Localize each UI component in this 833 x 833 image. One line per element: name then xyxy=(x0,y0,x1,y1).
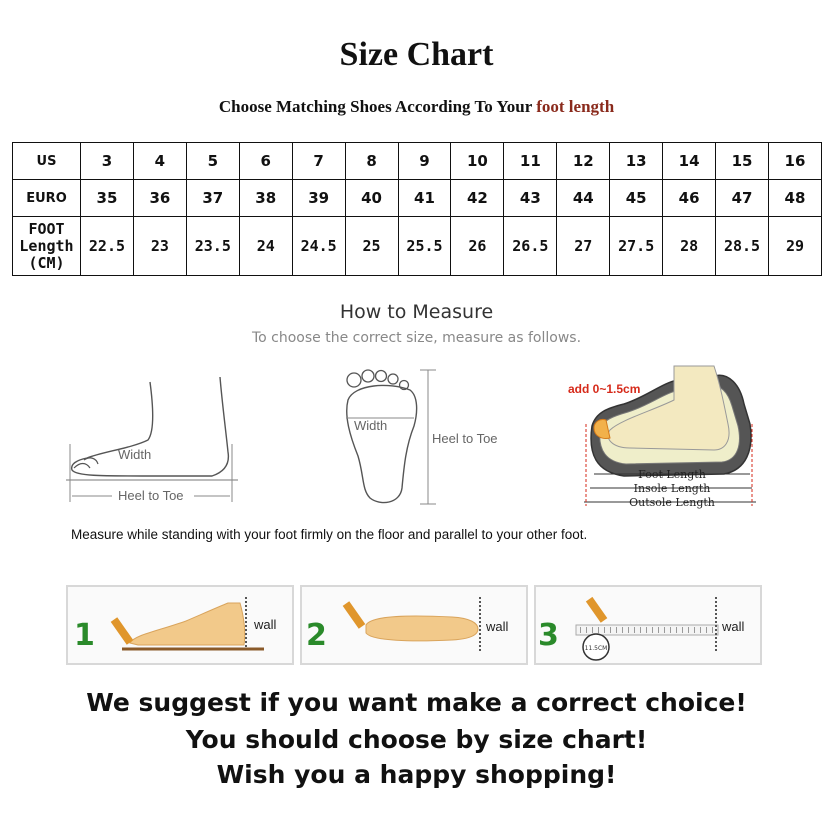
size-row-label-line: FOOT xyxy=(28,219,65,238)
step-2-number: 2 xyxy=(306,618,327,653)
size-cell: 24.5 xyxy=(292,217,345,276)
step-3-number: 3 xyxy=(538,618,559,653)
closing-line-2: You should choose by size chart! xyxy=(185,725,648,754)
size-cell: 47 xyxy=(716,180,769,217)
step-1-foot xyxy=(130,603,245,645)
step-3-pencil xyxy=(586,597,607,623)
step-3-wall-label: wall xyxy=(722,619,745,634)
step-1-number: 1 xyxy=(74,618,95,653)
sole-outline xyxy=(347,385,417,502)
step-2-panel xyxy=(300,585,528,665)
step-1-illustration xyxy=(68,587,292,663)
size-cell: 25 xyxy=(345,217,398,276)
size-cell: 28.5 xyxy=(716,217,769,276)
size-cell: 39 xyxy=(292,180,345,217)
side-foot-toes xyxy=(74,458,98,468)
size-cell: 42 xyxy=(451,180,504,217)
step-2-pencil xyxy=(343,601,366,629)
size-cell: 23.5 xyxy=(186,217,239,276)
step-3-panel xyxy=(534,585,762,665)
sole-diagram xyxy=(330,366,520,508)
size-cell: 27 xyxy=(557,217,610,276)
toe-4 xyxy=(388,374,398,384)
size-row xyxy=(13,180,822,217)
side-foot-diagram xyxy=(62,372,244,512)
size-cell: 16 xyxy=(768,143,821,180)
shoe-section-diagram xyxy=(564,364,764,514)
size-row xyxy=(13,217,822,276)
size-cell: 8 xyxy=(345,143,398,180)
size-cell: 48 xyxy=(768,180,821,217)
closing-line-1: We suggest if you want make a correct choice! xyxy=(86,688,747,717)
size-cell: 3 xyxy=(81,143,134,180)
step-1-pencil xyxy=(111,617,134,645)
size-cell: 35 xyxy=(81,180,134,217)
toe-2 xyxy=(362,370,374,382)
step-3-illustration xyxy=(536,587,760,663)
page-subtitle xyxy=(0,97,833,117)
measure-instruction: Measure while standing with your foot firmly on the floor and parallel to your other foot. xyxy=(71,527,588,542)
size-cell: 4 xyxy=(133,143,186,180)
sole-length-label: Heel to Toe xyxy=(432,431,498,446)
size-cell: 27.5 xyxy=(610,217,663,276)
size-cell: 5 xyxy=(186,143,239,180)
size-cell: 6 xyxy=(239,143,292,180)
page-title: Size Chart xyxy=(339,36,494,73)
size-cell: 7 xyxy=(292,143,345,180)
insole-length-label: Insole Length xyxy=(633,482,711,495)
size-cell: 36 xyxy=(133,180,186,217)
size-cell: 23 xyxy=(133,217,186,276)
size-cell: 24 xyxy=(239,217,292,276)
side-foot-length-label: Heel to Toe xyxy=(118,488,184,503)
size-cell: 26 xyxy=(451,217,504,276)
size-cell: 10 xyxy=(451,143,504,180)
how-to-measure-title: How to Measure xyxy=(339,301,494,323)
size-cell: 41 xyxy=(398,180,451,217)
size-row-label-line: (CM) xyxy=(28,253,65,272)
size-cell: 26.5 xyxy=(504,217,557,276)
measure-steps xyxy=(66,585,772,663)
size-cell: 14 xyxy=(663,143,716,180)
toe-1 xyxy=(347,373,361,387)
step-1-panel xyxy=(66,585,294,665)
size-cell: 46 xyxy=(663,180,716,217)
sole-width-label: Width xyxy=(354,418,388,433)
step-2-wall-label: wall xyxy=(486,619,509,634)
closing-line-3: Wish you a happy shopping! xyxy=(216,760,617,789)
outsole-length-label: Outsole Length xyxy=(629,496,715,509)
size-cell: 29 xyxy=(768,217,821,276)
foot-length-label: Foot Length xyxy=(638,468,706,481)
size-row-label-line: Length xyxy=(19,236,74,255)
size-cell: 15 xyxy=(716,143,769,180)
subtitle-main-text: Choose Matching Shoes According To Your xyxy=(218,97,537,116)
size-row-label: EURO xyxy=(13,180,81,217)
step-2-illustration xyxy=(302,587,526,663)
size-cell: 22.5 xyxy=(81,217,134,276)
step-1-wall-label: wall xyxy=(254,617,277,632)
size-cell: 38 xyxy=(239,180,292,217)
size-cell: 28 xyxy=(663,217,716,276)
step-3-ruler-tag: 11.5CM xyxy=(584,645,608,652)
side-foot-width-label: Width xyxy=(118,447,152,462)
how-to-measure-subtitle: To choose the correct size, measure as follows. xyxy=(251,330,582,346)
size-cell: 11 xyxy=(504,143,557,180)
size-cell: 13 xyxy=(610,143,663,180)
size-cell: 12 xyxy=(557,143,610,180)
size-cell: 37 xyxy=(186,180,239,217)
size-cell: 40 xyxy=(345,180,398,217)
add-allowance-label: add 0~1.5cm xyxy=(568,382,641,396)
size-cell: 43 xyxy=(504,180,557,217)
size-cell: 25.5 xyxy=(398,217,451,276)
size-row-label xyxy=(13,217,81,276)
step-2-foot xyxy=(366,616,478,641)
size-cell: 45 xyxy=(610,180,663,217)
size-cell: 9 xyxy=(398,143,451,180)
toe-3 xyxy=(376,371,387,382)
size-row-label: US xyxy=(13,143,81,180)
size-chart-table xyxy=(12,142,822,276)
subtitle-highlight-text: foot length xyxy=(536,97,615,116)
size-row xyxy=(13,143,822,180)
size-cell: 44 xyxy=(557,180,610,217)
